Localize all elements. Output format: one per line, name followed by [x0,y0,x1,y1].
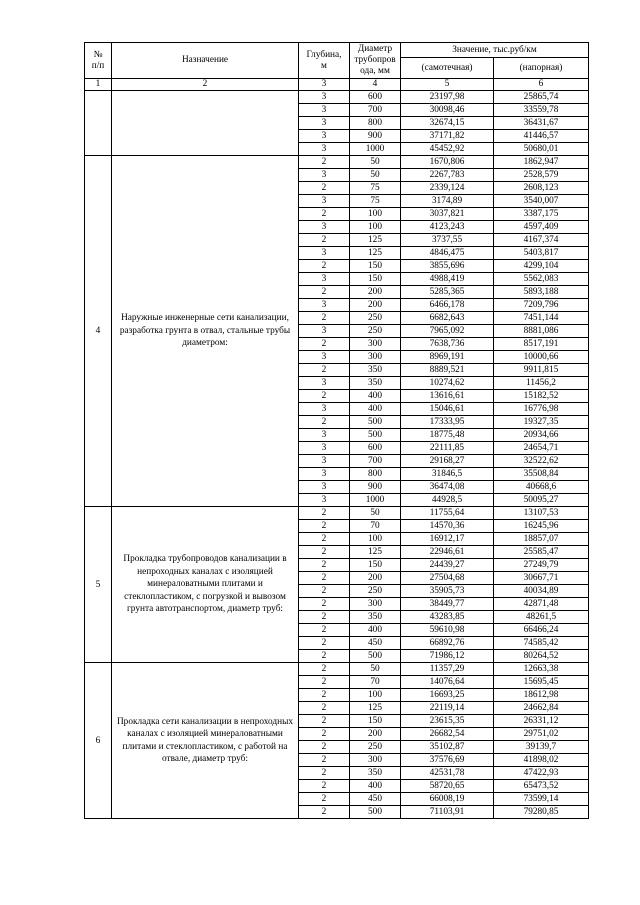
diameter-cell: 500 [350,806,401,819]
pressure-value-cell: 8517,191 [494,338,589,351]
gravity-value-cell: 5285,365 [401,286,494,299]
cost-table [84,42,589,819]
depth-cell: 2 [299,637,350,650]
gravity-value-cell: 3037,821 [401,208,494,221]
diameter-cell: 125 [350,702,401,715]
diameter-cell: 500 [350,650,401,663]
pressure-value-cell: 16245,96 [494,520,589,533]
gravity-value-cell: 71103,91 [401,806,494,819]
gravity-value-cell: 31846,5 [401,468,494,481]
diameter-cell: 125 [350,546,401,559]
diameter-cell: 250 [350,312,401,325]
gravity-value-cell: 37576,69 [401,754,494,767]
pressure-value-cell: 35508,84 [494,468,589,481]
pressure-value-cell: 9911,815 [494,364,589,377]
gravity-value-cell: 36474,08 [401,481,494,494]
diameter-cell: 125 [350,234,401,247]
diameter-cell: 400 [350,390,401,403]
pressure-value-cell: 7451,144 [494,312,589,325]
diameter-cell: 100 [350,689,401,702]
gravity-value-cell: 6466,178 [401,299,494,312]
pressure-value-cell: 66466,24 [494,624,589,637]
depth-cell: 3 [299,221,350,234]
column-index-cell: 2 [112,79,299,91]
diameter-cell: 500 [350,416,401,429]
gravity-value-cell: 71986,12 [401,650,494,663]
table-row [85,507,589,520]
depth-cell: 3 [299,130,350,143]
pressure-value-cell: 50095,27 [494,494,589,507]
pressure-value-cell: 27249,79 [494,559,589,572]
pressure-value-cell: 20934,66 [494,429,589,442]
group-description: Наружные инженерные сети канализации, разработка грунта в отвал, стальные трубы диаметром: [112,156,299,507]
gravity-value-cell: 3174,89 [401,195,494,208]
diameter-cell: 1000 [350,143,401,156]
pressure-value-cell: 2608,123 [494,182,589,195]
header-purpose: Назначение [112,43,299,79]
diameter-cell: 150 [350,559,401,572]
pressure-value-cell: 18612,98 [494,689,589,702]
group-description [112,91,299,156]
depth-cell: 3 [299,247,350,260]
column-index-row [85,79,589,91]
diameter-cell: 200 [350,572,401,585]
depth-cell: 2 [299,546,350,559]
depth-cell: 2 [299,728,350,741]
gravity-value-cell: 10274,62 [401,377,494,390]
gravity-value-cell: 22119,14 [401,702,494,715]
pressure-value-cell: 80264,52 [494,650,589,663]
pressure-value-cell: 41898,02 [494,754,589,767]
diameter-cell: 400 [350,780,401,793]
gravity-value-cell: 35102,87 [401,741,494,754]
diameter-cell: 700 [350,104,401,117]
header-value: Значение, тыс.руб/км [401,43,589,58]
group-number: 4 [85,156,112,507]
diameter-cell: 300 [350,338,401,351]
pressure-value-cell: 18857,07 [494,533,589,546]
gravity-value-cell: 16912,17 [401,533,494,546]
pressure-value-cell: 29751,02 [494,728,589,741]
header-number: № п/п [85,43,112,79]
depth-cell: 2 [299,702,350,715]
pressure-value-cell: 16776,98 [494,403,589,416]
diameter-cell: 600 [350,442,401,455]
gravity-value-cell: 6682,643 [401,312,494,325]
depth-cell: 2 [299,676,350,689]
gravity-value-cell: 42531,78 [401,767,494,780]
group-number: 6 [85,663,112,819]
depth-cell: 2 [299,689,350,702]
pressure-value-cell: 2528,579 [494,169,589,182]
pressure-value-cell: 48261,5 [494,611,589,624]
gravity-value-cell: 4123,243 [401,221,494,234]
gravity-value-cell: 44928,5 [401,494,494,507]
gravity-value-cell: 14570,36 [401,520,494,533]
pressure-value-cell: 10000,66 [494,351,589,364]
diameter-cell: 50 [350,156,401,169]
gravity-value-cell: 18775,48 [401,429,494,442]
diameter-cell: 250 [350,741,401,754]
depth-cell: 2 [299,390,350,403]
depth-cell: 2 [299,182,350,195]
pressure-value-cell: 19327,35 [494,416,589,429]
pressure-value-cell: 41446,57 [494,130,589,143]
pressure-value-cell: 15182,52 [494,390,589,403]
diameter-cell: 75 [350,182,401,195]
pressure-value-cell: 25585,47 [494,546,589,559]
depth-cell: 3 [299,351,350,364]
column-index-cell: 1 [85,79,112,91]
column-index-cell: 5 [401,79,494,91]
depth-cell: 2 [299,650,350,663]
diameter-cell: 300 [350,351,401,364]
depth-cell: 3 [299,468,350,481]
gravity-value-cell: 27504,68 [401,572,494,585]
pressure-value-cell: 65473,52 [494,780,589,793]
diameter-cell: 450 [350,793,401,806]
gravity-value-cell: 16693,25 [401,689,494,702]
gravity-value-cell: 4846,475 [401,247,494,260]
gravity-value-cell: 58720,65 [401,780,494,793]
depth-cell: 2 [299,507,350,520]
gravity-value-cell: 30098,46 [401,104,494,117]
gravity-value-cell: 4988,419 [401,273,494,286]
depth-cell: 2 [299,767,350,780]
depth-cell: 2 [299,520,350,533]
column-index-cell: 4 [350,79,401,91]
pressure-value-cell: 5893,188 [494,286,589,299]
gravity-value-cell: 29168,27 [401,455,494,468]
depth-cell: 3 [299,143,350,156]
diameter-cell: 700 [350,455,401,468]
diameter-cell: 300 [350,754,401,767]
diameter-cell: 100 [350,533,401,546]
depth-cell: 2 [299,416,350,429]
diameter-cell: 350 [350,377,401,390]
diameter-cell: 70 [350,520,401,533]
depth-cell: 3 [299,273,350,286]
diameter-cell: 350 [350,364,401,377]
pressure-value-cell: 11456,2 [494,377,589,390]
diameter-cell: 150 [350,273,401,286]
gravity-value-cell: 15046,61 [401,403,494,416]
pressure-value-cell: 8881,086 [494,325,589,338]
gravity-value-cell: 8889,521 [401,364,494,377]
gravity-value-cell: 59610,98 [401,624,494,637]
depth-cell: 3 [299,403,350,416]
pressure-value-cell: 3540,007 [494,195,589,208]
gravity-value-cell: 26682,54 [401,728,494,741]
depth-cell: 2 [299,338,350,351]
pressure-value-cell: 24654,71 [494,442,589,455]
depth-cell: 2 [299,364,350,377]
diameter-cell: 200 [350,728,401,741]
depth-cell: 2 [299,572,350,585]
gravity-value-cell: 7638,736 [401,338,494,351]
gravity-value-cell: 43283,85 [401,611,494,624]
diameter-cell: 600 [350,91,401,104]
pressure-value-cell: 4299,104 [494,260,589,273]
depth-cell: 2 [299,312,350,325]
depth-cell: 3 [299,117,350,130]
gravity-value-cell: 45452,92 [401,143,494,156]
gravity-value-cell: 66892,76 [401,637,494,650]
diameter-cell: 1000 [350,494,401,507]
gravity-value-cell: 35905,73 [401,585,494,598]
pressure-value-cell: 25865,74 [494,91,589,104]
gravity-value-cell: 7965,092 [401,325,494,338]
pressure-value-cell: 42871,48 [494,598,589,611]
diameter-cell: 75 [350,195,401,208]
depth-cell: 2 [299,754,350,767]
pressure-value-cell: 79280,85 [494,806,589,819]
pressure-value-cell: 26331,12 [494,715,589,728]
pressure-value-cell: 5403,817 [494,247,589,260]
depth-cell: 3 [299,429,350,442]
gravity-value-cell: 8969,191 [401,351,494,364]
table-row [85,156,589,169]
diameter-cell: 900 [350,130,401,143]
depth-cell: 2 [299,533,350,546]
depth-cell: 2 [299,234,350,247]
pressure-value-cell: 3387,175 [494,208,589,221]
pressure-value-cell: 39139,7 [494,741,589,754]
gravity-value-cell: 11357,29 [401,663,494,676]
gravity-value-cell: 66008,19 [401,793,494,806]
depth-cell: 3 [299,325,350,338]
pressure-value-cell: 32522,62 [494,455,589,468]
depth-cell: 3 [299,104,350,117]
pressure-value-cell: 4167,374 [494,234,589,247]
diameter-cell: 50 [350,663,401,676]
diameter-cell: 400 [350,403,401,416]
depth-cell: 2 [299,559,350,572]
depth-cell: 3 [299,91,350,104]
pressure-value-cell: 36431,67 [494,117,589,130]
diameter-cell: 50 [350,507,401,520]
diameter-cell: 300 [350,598,401,611]
gravity-value-cell: 1670,806 [401,156,494,169]
gravity-value-cell: 13616,61 [401,390,494,403]
depth-cell: 3 [299,442,350,455]
depth-cell: 2 [299,780,350,793]
pressure-value-cell: 4597,409 [494,221,589,234]
diameter-cell: 350 [350,611,401,624]
table-row [85,663,589,676]
depth-cell: 2 [299,611,350,624]
depth-cell: 2 [299,286,350,299]
depth-cell: 2 [299,598,350,611]
diameter-cell: 200 [350,286,401,299]
depth-cell: 2 [299,624,350,637]
table-header [85,43,589,91]
diameter-cell: 50 [350,169,401,182]
depth-cell: 3 [299,377,350,390]
gravity-value-cell: 23197,98 [401,91,494,104]
depth-cell: 2 [299,806,350,819]
depth-cell: 3 [299,494,350,507]
gravity-value-cell: 22111,85 [401,442,494,455]
diameter-cell: 400 [350,624,401,637]
diameter-cell: 800 [350,117,401,130]
gravity-value-cell: 3855,696 [401,260,494,273]
gravity-value-cell: 11755,64 [401,507,494,520]
group-description: Прокладка сети канализации в непроходных каналах с изоляцией минераловатными плитами и стеклопластиком, с работой на отвале, диаметр труб: [112,663,299,819]
pressure-value-cell: 12663,38 [494,663,589,676]
column-index-cell: 6 [494,79,589,91]
gravity-value-cell: 32674,15 [401,117,494,130]
gravity-value-cell: 22946,61 [401,546,494,559]
diameter-cell: 70 [350,676,401,689]
diameter-cell: 250 [350,325,401,338]
diameter-cell: 100 [350,208,401,221]
depth-cell: 2 [299,585,350,598]
group-number: 5 [85,507,112,663]
pressure-value-cell: 13107,53 [494,507,589,520]
diameter-cell: 150 [350,260,401,273]
depth-cell: 3 [299,169,350,182]
gravity-value-cell: 38449,77 [401,598,494,611]
depth-cell: 2 [299,663,350,676]
depth-cell: 3 [299,455,350,468]
table-row [85,91,589,104]
pressure-value-cell: 30667,71 [494,572,589,585]
pressure-value-cell: 7209,796 [494,299,589,312]
pressure-value-cell: 40668,6 [494,481,589,494]
group-number [85,91,112,156]
diameter-cell: 150 [350,715,401,728]
diameter-cell: 125 [350,247,401,260]
gravity-value-cell: 24439,27 [401,559,494,572]
document-page [84,42,589,819]
header-diameter: Диаметр трубопров ода, мм [350,43,401,79]
table-body [85,91,589,819]
pressure-value-cell: 15695,45 [494,676,589,689]
pressure-value-cell: 40034,89 [494,585,589,598]
column-index-cell: 3 [299,79,350,91]
gravity-value-cell: 2267,783 [401,169,494,182]
depth-cell: 2 [299,741,350,754]
gravity-value-cell: 37171,82 [401,130,494,143]
gravity-value-cell: 14076,64 [401,676,494,689]
gravity-value-cell: 3737,55 [401,234,494,247]
pressure-value-cell: 73599,14 [494,793,589,806]
depth-cell: 2 [299,793,350,806]
pressure-value-cell: 1862,947 [494,156,589,169]
diameter-cell: 250 [350,585,401,598]
pressure-value-cell: 33559,78 [494,104,589,117]
gravity-value-cell: 2339,124 [401,182,494,195]
diameter-cell: 500 [350,429,401,442]
header-pressure: (напорная) [494,58,589,79]
header-gravity: (самотечная) [401,58,494,79]
diameter-cell: 200 [350,299,401,312]
gravity-value-cell: 23615,35 [401,715,494,728]
diameter-cell: 350 [350,767,401,780]
pressure-value-cell: 24662,84 [494,702,589,715]
pressure-value-cell: 47422,93 [494,767,589,780]
depth-cell: 2 [299,715,350,728]
diameter-cell: 100 [350,221,401,234]
depth-cell: 2 [299,156,350,169]
group-description: Прокладка трубопроводов канализации в непроходных каналах с изоляцией минераловатными плитами и стеклопластиком, с погрузкой и вывозом грунта автотранспортом, диаметр труб: [112,507,299,663]
header-depth: Глубина, м [299,43,350,79]
depth-cell: 3 [299,481,350,494]
diameter-cell: 900 [350,481,401,494]
diameter-cell: 450 [350,637,401,650]
depth-cell: 3 [299,299,350,312]
diameter-cell: 800 [350,468,401,481]
pressure-value-cell: 74585,42 [494,637,589,650]
depth-cell: 3 [299,195,350,208]
pressure-value-cell: 5562,083 [494,273,589,286]
depth-cell: 2 [299,260,350,273]
gravity-value-cell: 17333,95 [401,416,494,429]
depth-cell: 2 [299,208,350,221]
pressure-value-cell: 50680,01 [494,143,589,156]
